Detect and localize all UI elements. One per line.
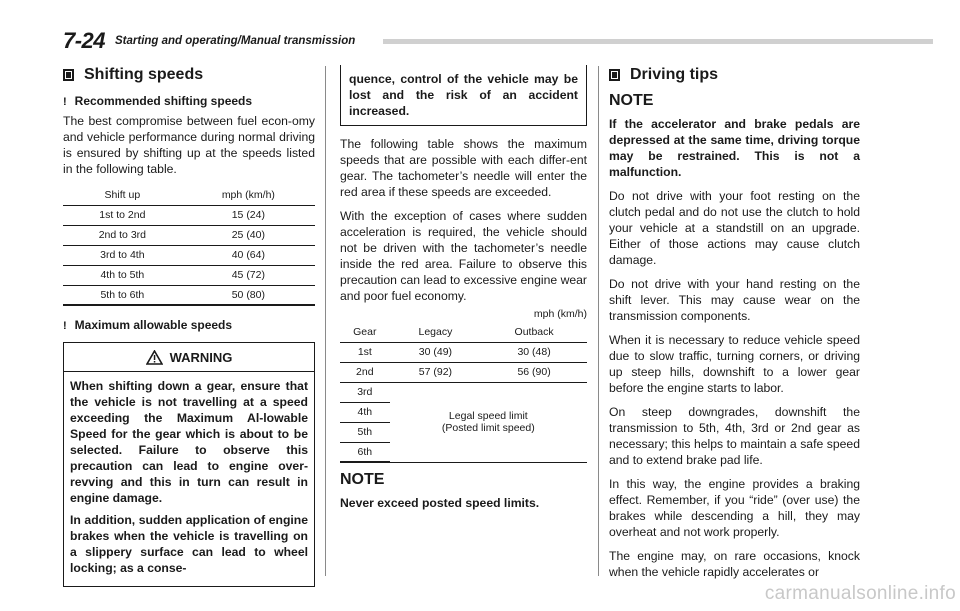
table-cell: 3rd — [340, 382, 390, 402]
warning-label: WARNING — [169, 349, 233, 365]
table-cell: 1st — [340, 342, 390, 362]
section-title: Driving tips — [630, 66, 719, 83]
table-cell: 4th — [340, 402, 390, 422]
table-row — [340, 382, 587, 402]
table-cell: 15 (24) — [182, 205, 315, 225]
table-row — [63, 245, 315, 265]
unit-label: mph (km/h) — [533, 308, 587, 320]
table-cell: 57 (92) — [390, 362, 482, 382]
note-text: If the accelerator and brake pedals are depressed at the same time, driving torque may be restrained. This is not a malfunction. — [609, 117, 860, 179]
legal-limit-cell — [390, 382, 587, 462]
warning-paragraph: When shifting down a gear, ensure that the vehicle is not travelling at a speed exceeding the Maximum Al-lowable Speed for the gear which is about to be selected. Failure to observe this precaution can lead to engine over-revving and this in turn can result in engine damage. — [70, 379, 308, 505]
bullet-icon: ! — [63, 96, 67, 108]
table-cell: 5th to 6th — [63, 285, 182, 305]
shift-speed-table — [63, 185, 315, 306]
column-middle — [340, 66, 587, 519]
section-heading-shifting-speeds — [63, 66, 315, 84]
clutch-paragraph: Do not drive with your foot resting on the clutch pedal and do not use the clutch to hold your vehicle at a standstill on an upgrade. Either of those actions may cause clutch damage. — [609, 189, 860, 267]
table-cell: 56 (90) — [481, 362, 587, 382]
table-row — [63, 205, 315, 225]
table-row — [63, 225, 315, 245]
column-left — [63, 66, 315, 587]
tachometer-paragraph: With the exception of cases where sudden acceleration is required, the vehicle should not be driven with the tachometer’s needle inside the red area. Failure to observe this precaution can lead to excessive engine wear and poor fuel economy. — [340, 209, 587, 303]
table-cell: 3rd to 4th — [63, 245, 182, 265]
merged-line: (Posted limit speed) — [441, 422, 535, 434]
table-cell: 4th to 5th — [63, 265, 182, 285]
warning-continuation-box — [340, 65, 587, 126]
table-cell: 30 (48) — [481, 342, 587, 362]
max-speed-table — [340, 322, 587, 463]
header-rule — [383, 39, 933, 44]
subheading-text: Recommended shifting speeds — [74, 94, 253, 108]
warning-box — [63, 342, 315, 587]
subheading-recommended — [63, 94, 315, 108]
table-header: Outback — [481, 322, 587, 342]
subheading-maximum — [63, 318, 315, 332]
table-row — [340, 362, 587, 382]
table-cell: 2nd to 3rd — [63, 225, 182, 245]
downshift-paragraph: When it is necessary to reduce vehicle speed due to slow traffic, turning corners, or driving up steep hills, downshift to a lower gear before the engine starts to labor. — [609, 333, 860, 395]
bullet-icon: ! — [63, 320, 67, 332]
table-row — [63, 285, 315, 305]
table-cell: 2nd — [340, 362, 390, 382]
chapter-title: Starting and operating/Manual transmission — [115, 35, 356, 47]
section-heading-driving-tips — [609, 66, 860, 84]
table-header: Legacy — [390, 322, 482, 342]
table-row — [63, 265, 315, 285]
page-number: 7-24 — [63, 28, 106, 53]
warning-body — [64, 372, 314, 586]
note-heading: NOTE — [340, 471, 385, 488]
column-right — [609, 66, 860, 588]
warning-triangle-icon — [146, 350, 163, 365]
table-cell: 50 (80) — [182, 285, 315, 305]
table-cell: 5th — [340, 422, 390, 442]
section-marker-icon — [63, 69, 74, 81]
table-cell: 25 (40) — [182, 225, 315, 245]
intro-paragraph: The best compromise between fuel econ-omy and vehicle performance during normal driving is ensured by shifting up at the speeds listed in the following table. — [63, 114, 315, 176]
column-divider — [598, 66, 599, 576]
note-text: Never exceed posted speed limits. — [340, 496, 540, 510]
section-title: Shifting speeds — [84, 66, 204, 83]
table-header: Shift up — [63, 185, 182, 205]
warning-header — [64, 343, 314, 372]
max-speed-paragraph: The following table shows the maximum speeds that are possible with each differ-ent gear. The tachometer’s needle will enter the red area if these speeds are exceeded. — [340, 137, 587, 199]
merged-line: Legal speed limit — [448, 410, 528, 422]
table-cell: 6th — [340, 442, 390, 462]
warning-paragraph: In addition, sudden application of engine brakes when the vehicle is travelling on a slippery surface can lead to wheel locking; as a conse- — [70, 513, 308, 575]
table-row — [340, 342, 587, 362]
table-cell: 30 (49) — [390, 342, 482, 362]
note-heading: NOTE — [609, 92, 654, 109]
column-divider — [325, 66, 326, 576]
table-header: Gear — [340, 322, 390, 342]
page-header — [63, 28, 933, 52]
knock-paragraph: The engine may, on rare occasions, knock when the vehicle rapidly accelerates or — [609, 549, 860, 579]
section-marker-icon — [609, 69, 620, 81]
subheading-text: Maximum allowable speeds — [74, 318, 233, 332]
table-cell: 45 (72) — [182, 265, 315, 285]
watermark: carmanualsonline.info — [764, 583, 956, 604]
table-header: mph (km/h) — [182, 185, 315, 205]
warning-continuation-text: quence, control of the vehicle may be lost and the risk of an accident increased. — [349, 72, 578, 118]
table-cell: 40 (64) — [182, 245, 315, 265]
braking-paragraph: In this way, the engine provides a braking effect. Remember, if you “ride” (over use) the brakes while descending a hill, they may overheat and not work properly. — [609, 477, 860, 539]
shift-lever-paragraph: Do not drive with your hand resting on the shift lever. This may cause wear on the transmission components. — [609, 277, 860, 323]
downgrade-paragraph: On steep downgrades, downshift the transmission to 5th, 4th, 3rd or 2nd gear as necessary; this helps to maintain a safe speed and to extend brake pad life. — [609, 405, 860, 467]
table-cell: 1st to 2nd — [63, 205, 182, 225]
